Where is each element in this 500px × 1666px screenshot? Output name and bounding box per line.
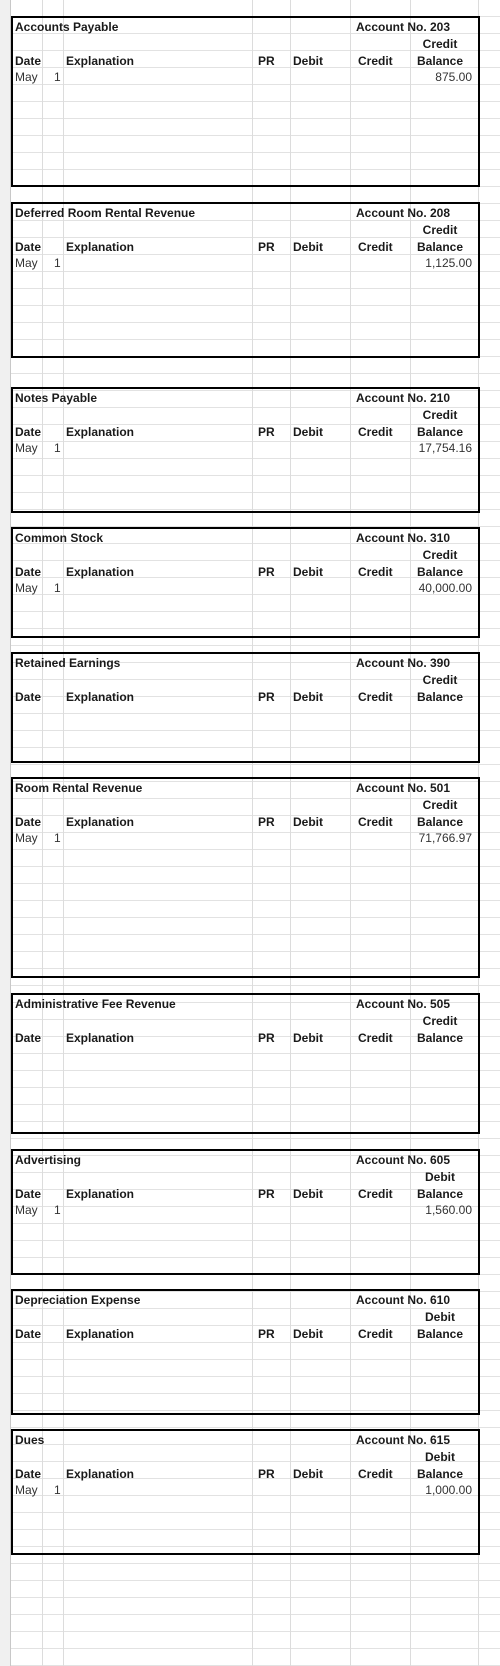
entry-month[interactable]: May (15, 1483, 38, 1497)
column-header-pr[interactable]: PR (258, 1327, 275, 1341)
column-header-date[interactable]: Date (15, 690, 42, 704)
column-header-credit[interactable]: Credit (358, 54, 393, 68)
column-header-pr[interactable]: PR (258, 690, 275, 704)
account-number[interactable]: Account No. 501 (356, 781, 451, 795)
column-header-explanation[interactable]: Explanation (66, 1187, 135, 1201)
account-number[interactable]: Account No. 610 (356, 1293, 451, 1307)
account-number[interactable]: Account No. 615 (356, 1433, 451, 1447)
entry-day[interactable]: 1 (54, 70, 61, 84)
ledger-account (11, 16, 480, 187)
account-number[interactable]: Account No. 310 (356, 531, 451, 545)
ledger-entry-row (13, 70, 478, 86)
column-header-debit[interactable]: Debit (293, 1467, 323, 1481)
column-header-explanation[interactable]: Explanation (66, 690, 135, 704)
entry-day[interactable]: 1 (54, 1203, 61, 1217)
column-header-pr[interactable]: PR (258, 1031, 275, 1045)
entry-day[interactable]: 1 (54, 441, 61, 455)
ledger-account (11, 1429, 480, 1555)
ledger-account (11, 777, 480, 978)
column-header-debit[interactable]: Debit (293, 425, 323, 439)
column-header-balance[interactable]: Balance (416, 565, 464, 579)
column-header-pr[interactable]: PR (258, 815, 275, 829)
account-number[interactable]: Account No. 505 (356, 997, 451, 1011)
column-header-debit[interactable]: Debit (293, 690, 323, 704)
balance-type[interactable]: Credit (422, 408, 458, 422)
entry-month[interactable]: May (15, 256, 38, 270)
entry-balance[interactable]: 40,000.00 (418, 581, 472, 595)
balance-type[interactable]: Credit (422, 37, 458, 51)
balance-type[interactable]: Credit (422, 798, 458, 812)
column-header-credit[interactable]: Credit (358, 240, 393, 254)
balance-type[interactable]: Debit (425, 1170, 455, 1184)
column-header-explanation[interactable]: Explanation (66, 1327, 135, 1341)
account-title[interactable]: Dues (15, 1433, 45, 1447)
ledger-account (11, 993, 480, 1134)
account-title[interactable]: Notes Payable (15, 391, 98, 405)
entry-month[interactable]: May (15, 1203, 38, 1217)
account-title[interactable]: Deferred Room Rental Revenue (15, 206, 196, 220)
account-number[interactable]: Account No. 390 (356, 656, 451, 670)
column-header-pr[interactable]: PR (258, 425, 275, 439)
column-header-credit[interactable]: Credit (358, 565, 393, 579)
column-header-date[interactable]: Date (15, 54, 42, 68)
entry-balance[interactable]: 17,754.16 (418, 441, 472, 455)
column-header-explanation[interactable]: Explanation (66, 565, 135, 579)
column-header-date[interactable]: Date (15, 240, 42, 254)
column-header-date[interactable]: Date (15, 1467, 42, 1481)
account-title[interactable]: Accounts Payable (15, 20, 119, 34)
account-number[interactable]: Account No. 208 (356, 206, 451, 220)
entry-month[interactable]: May (15, 441, 38, 455)
entry-balance[interactable]: 1,125.00 (425, 256, 472, 270)
column-header-date[interactable]: Date (15, 1031, 42, 1045)
account-number[interactable]: Account No. 210 (356, 391, 451, 405)
column-header-balance[interactable]: Balance (416, 1327, 464, 1341)
column-header-debit[interactable]: Debit (293, 54, 323, 68)
column-header-credit[interactable]: Credit (358, 1327, 393, 1341)
balance-type[interactable]: Credit (422, 1014, 458, 1028)
column-header-pr[interactable]: PR (258, 1187, 275, 1201)
column-header-balance[interactable]: Balance (416, 1031, 464, 1045)
column-header-date[interactable]: Date (15, 1187, 42, 1201)
column-header-debit[interactable]: Debit (293, 565, 323, 579)
ledger-account (11, 527, 480, 638)
column-header-date[interactable]: Date (15, 815, 42, 829)
column-header-credit[interactable]: Credit (358, 1187, 393, 1201)
balance-type[interactable]: Credit (422, 673, 458, 687)
account-title[interactable]: Room Rental Revenue (15, 781, 143, 795)
ledger-entry-row (13, 441, 478, 457)
entry-month[interactable]: May (15, 70, 38, 84)
column-header-credit[interactable]: Credit (358, 815, 393, 829)
column-header-debit[interactable]: Debit (293, 815, 323, 829)
column-header-explanation[interactable]: Explanation (66, 240, 135, 254)
account-title[interactable]: Advertising (15, 1153, 82, 1167)
column-header-debit[interactable]: Debit (293, 240, 323, 254)
column-header-explanation[interactable]: Explanation (66, 1467, 135, 1481)
column-header-pr[interactable]: PR (258, 1467, 275, 1481)
ledger-account (11, 1289, 480, 1415)
account-title[interactable]: Retained Earnings (15, 656, 121, 670)
entry-balance[interactable]: 875.00 (435, 70, 472, 84)
entry-month[interactable]: May (15, 581, 38, 595)
column-header-explanation[interactable]: Explanation (66, 425, 135, 439)
entry-balance[interactable]: 1,560.00 (425, 1203, 472, 1217)
ledger-account (11, 1149, 480, 1275)
entry-day[interactable]: 1 (54, 581, 61, 595)
column-header-credit[interactable]: Credit (358, 1467, 393, 1481)
account-number[interactable]: Account No. 203 (356, 20, 451, 34)
ledger-account (11, 202, 480, 358)
column-header-balance[interactable]: Balance (416, 425, 464, 439)
balance-type[interactable]: Credit (422, 548, 458, 562)
balance-type[interactable]: Credit (422, 223, 458, 237)
ledger-entry-row (13, 831, 478, 847)
column-header-debit[interactable]: Debit (293, 1031, 323, 1045)
ledger-entry-row (13, 1483, 478, 1499)
column-header-balance[interactable]: Balance (416, 1187, 464, 1201)
column-header-credit[interactable]: Credit (358, 690, 393, 704)
entry-day[interactable]: 1 (54, 831, 61, 845)
ledger-account (11, 652, 480, 763)
column-header-explanation[interactable]: Explanation (66, 54, 135, 68)
column-header-balance[interactable]: Balance (416, 690, 464, 704)
ledger-entry-row (13, 256, 478, 272)
column-header-date[interactable]: Date (15, 425, 42, 439)
column-header-date[interactable]: Date (15, 1327, 42, 1341)
column-header-pr[interactable]: PR (258, 54, 275, 68)
balance-type[interactable]: Debit (425, 1310, 455, 1324)
ledger-account (11, 387, 480, 513)
column-header-pr[interactable]: PR (258, 240, 275, 254)
column-header-debit[interactable]: Debit (293, 1327, 323, 1341)
entry-balance[interactable]: 71,766.97 (418, 831, 472, 845)
column-header-pr[interactable]: PR (258, 565, 275, 579)
balance-type[interactable]: Debit (425, 1450, 455, 1464)
column-header-explanation[interactable]: Explanation (66, 815, 135, 829)
account-number[interactable]: Account No. 605 (356, 1153, 451, 1167)
column-header-debit[interactable]: Debit (293, 1187, 323, 1201)
entry-day[interactable]: 1 (54, 256, 61, 270)
column-header-balance[interactable]: Balance (416, 240, 464, 254)
column-header-balance[interactable]: Balance (416, 815, 464, 829)
account-title[interactable]: Common Stock (15, 531, 104, 545)
account-title[interactable]: Administrative Fee Revenue (15, 997, 176, 1011)
column-header-date[interactable]: Date (15, 565, 42, 579)
column-header-balance[interactable]: Balance (416, 1467, 464, 1481)
column-header-balance[interactable]: Balance (416, 54, 464, 68)
row-header-strip[interactable] (0, 0, 11, 1666)
account-title[interactable]: Depreciation Expense (15, 1293, 141, 1307)
entry-day[interactable]: 1 (54, 1483, 61, 1497)
entry-balance[interactable]: 1,000.00 (425, 1483, 472, 1497)
column-header-credit[interactable]: Credit (358, 1031, 393, 1045)
entry-month[interactable]: May (15, 831, 38, 845)
column-header-explanation[interactable]: Explanation (66, 1031, 135, 1045)
ledger-entry-row (13, 581, 478, 597)
ledger-entry-row (13, 1203, 478, 1219)
column-header-credit[interactable]: Credit (358, 425, 393, 439)
